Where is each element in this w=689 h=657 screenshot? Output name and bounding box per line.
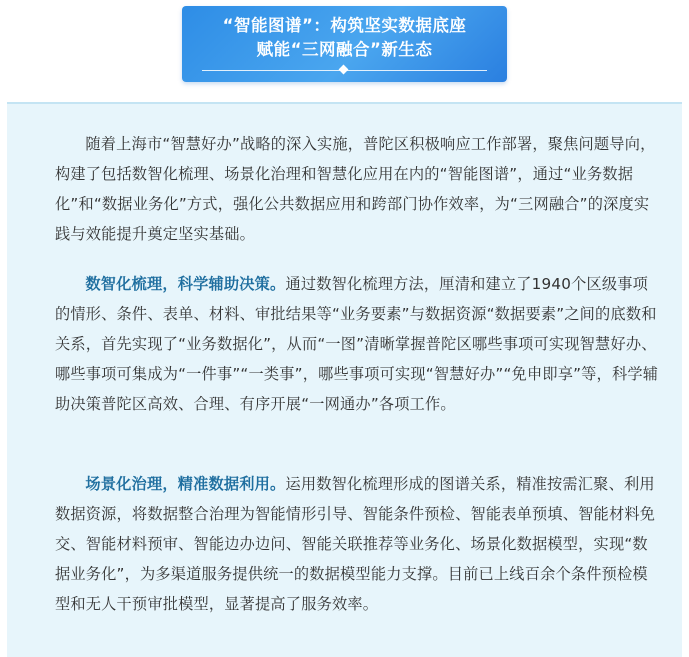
intro-paragraph-text: 随着上海市“智慧好办”战略的深入实施，普陀区积极响应工作部署，聚焦问题导向，构建了包括数智化梳理、场景化治理和智慧化应用在内的“智能图谱”，通过“业务数据化”和“数据业务化”方式，强化公共数据应用和跨部门协作效率，为“三网融合”的深度实践与效能提升奠定坚实基础。 [55, 135, 656, 243]
title-line-2: 赋能“三网融合”新生态 [256, 40, 433, 59]
section-heading-digital-sorting: 数智化梳理，科学辅助决策。 [85, 275, 286, 293]
section-heading-scenario-governance: 场景化治理，精准数据利用。 [85, 475, 286, 493]
section-paragraph-scenario-governance [55, 469, 663, 619]
section-text-digital-sorting: 通过数智化梳理方法，厘清和建立了1940个区级事项的情形、条件、表单、材料、审批结果等“业务要素”与数据资源“数据要素”之间的底数和关系，首先实现了“业务数据化”，从而“一图”清晰掌握普陀区哪些事项可实现智慧好办、哪些事项可集成为“一件事”“一类事”，哪些事项可实现“智慧好办”“免申即享”等，科学辅助决策普陀区高效、合理、有序开展“一网通办”各项工作。 [55, 275, 659, 413]
title-line-1: “智能图谱”：构筑坚实数据底座 [222, 16, 467, 35]
section-paragraph-digital-sorting [55, 269, 663, 419]
intro-paragraph [55, 129, 663, 249]
title-badge [182, 6, 507, 82]
section-text-scenario-governance: 运用数智化梳理形成的图谱关系，精准按需汇聚、利用数据资源，将数据整合治理为智能情形引导、智能条件预检、智能表单预填、智能材料免交、智能材料预审、智能边办边问、智能关联推荐等业务化、场景化数据模型，实现“数据业务化”，为多渠道服务提供统一的数据模型能力支撑。目前已上线百余个条件预检模型和无人干预审批模型，显著提高了服务效率。 [55, 475, 656, 613]
diamond-ornament-icon [339, 65, 349, 75]
